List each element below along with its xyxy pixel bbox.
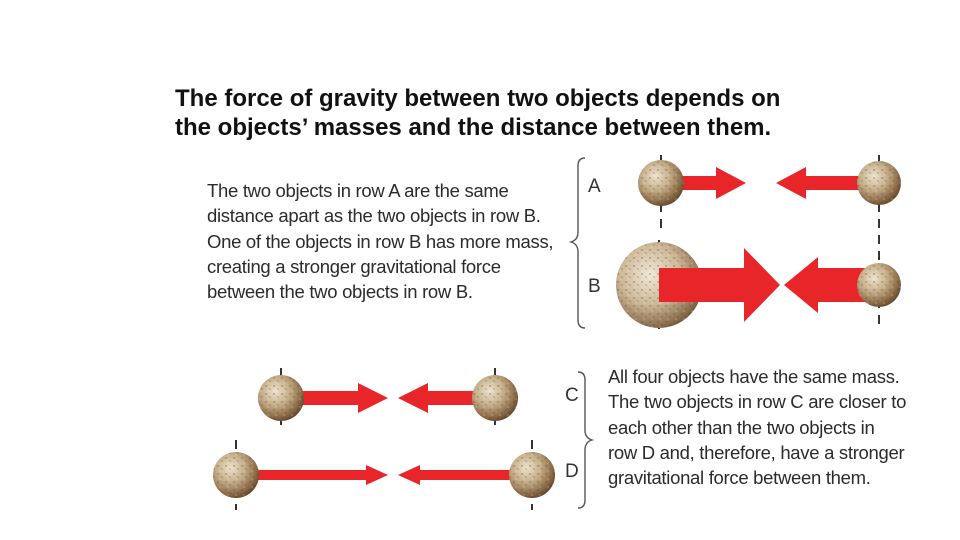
row-label-b: B xyxy=(588,276,601,297)
row-b xyxy=(616,240,901,330)
caption-rows-a-b: The two objects in row A are the same distance apart as the two objects in row B. One of the objects in row B has more mass, creating a stronger gravitational force between the two objects in row B. xyxy=(207,180,554,303)
bracket-rows-c-d xyxy=(578,372,592,508)
slide-title: The force of gravity between two objects depends on the objects’ masses and the distance between them. xyxy=(175,85,781,141)
row-d xyxy=(213,440,555,510)
row-label-c: C xyxy=(565,385,579,406)
row-c xyxy=(258,368,518,430)
bracket-rows-a-b xyxy=(571,158,585,328)
row-label-d: D xyxy=(565,461,579,482)
row-label-a: A xyxy=(588,176,601,197)
caption-rows-c-d: All four objects have the same mass. The two objects in row C are closer to each other than the two objects in row D and, therefore, have a stronger gravitational force between them. xyxy=(608,366,907,489)
